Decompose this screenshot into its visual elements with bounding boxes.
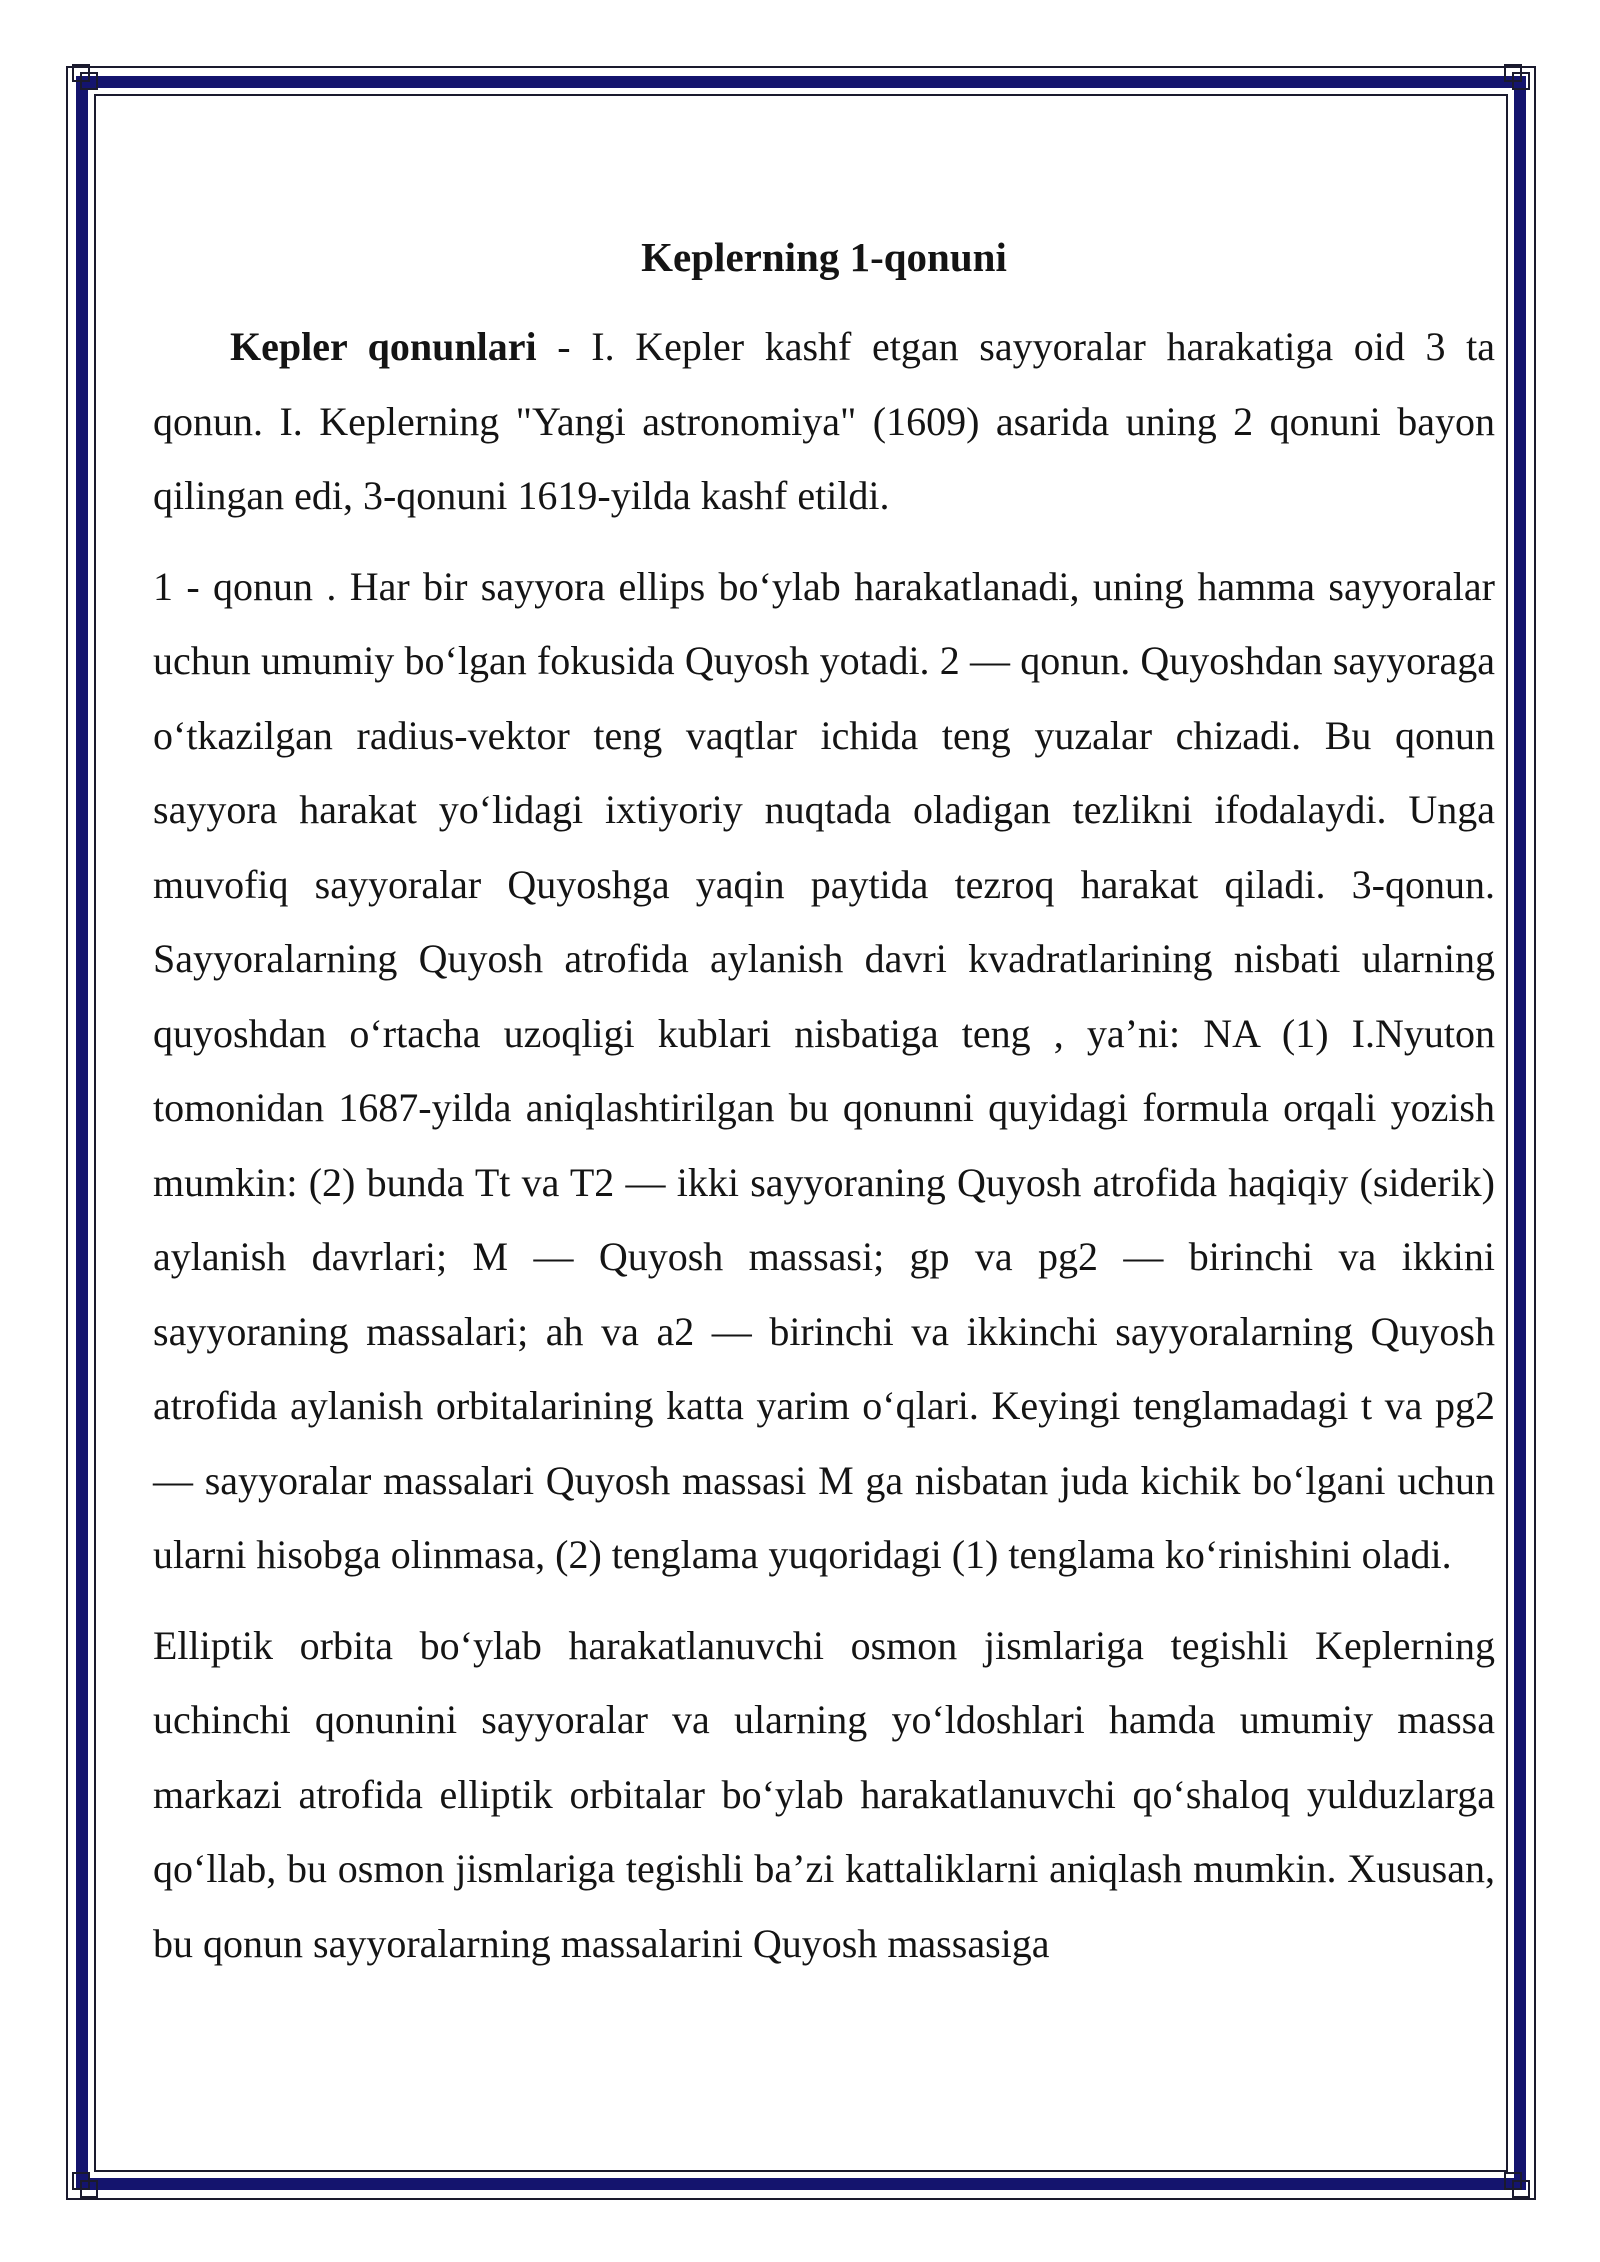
laws-paragraph: 1 - qonun . Har bir sayyora ellips bo‘ylab harakatlanadi, uning hamma sayyoralar uchun umumiy bo‘lgan fokusida Quyosh yotadi. 2 — qonun. Quyoshdan sayyoraga o‘tkazilgan radius-vektor teng vaqtlar ichida teng yuzalar chizadi. Bu qonun sayyora harakat yo‘lidagi ixtiyoriy nuqtada oladigan tezlikni ifodalaydi. Unga muvofiq sayyoralar Quyoshga yaqin paytida tezroq harakat qiladi. 3-qonun. Sayyoralarning Quyosh atrofida aylanish davri kvadratlarining nisbati ularning quyoshdan o‘rtacha uzoqligi kublari nisbatiga teng , ya’ni: NA (1) I.Nyuton tomonidan 1687-yilda aniqlashtirilgan bu qonunni quyidagi formula orqali yozish mumkin: (2) bunda Tt va T2 — ikki sayyoraning Quyosh atrofida haqiqiy (siderik) aylanish davrlari; M — Quyosh massasi; gp va pg2 — birinchi va ikkini sayyoraning massalari; ah va a2 — birinchi va ikkinchi sayyoralarning Quyosh atrofida aylanish orbitalarining katta yarim o‘qlari. Keyingi tenglamadagi t va pg2 — sayyoralar massalari Quyosh massasi M ga nisbatan juda kichik bo‘lgani uchun ularni hisobga olinmasa, (2) tenglama yuqoridagi (1) tenglama ko‘rinishini oladi. (153, 563, 1495, 1577)
corner-ornament-bottom-left (72, 2172, 98, 2198)
intro-term: Kepler qonunlari (230, 324, 537, 369)
third-law-application-paragraph: Elliptik orbita bo‘ylab harakatlanuvchi osmon jismlariga tegishli Keplerning uchinchi qonunini sayyoralar va ularning yo‘ldoshlari hamda umumiy massa markazi atrofida elliptik orbitalar bo‘ylab harakatlanuvchi qo‘shaloq yulduzlarga qo‘llab, bu osmon jismlariga tegishli ba’zi kattaliklarni aniqlash mumkin. Xususan, bu qonun sayyoralarning massalarini Quyosh massasiga (153, 1622, 1495, 1966)
intro-paragraph (153, 310, 1495, 534)
corner-ornament-top-left (72, 64, 98, 90)
document-body (153, 220, 1495, 1997)
intro-text: - I. Kepler kashf etgan sayyoralar harakatiga oid 3 ta qonun. I. Keplerning "Yangi astronomiya" (1609) asarida uning 2 qonuni bayon qilingan edi, 3-qonuni 1619-yilda kashf etildi. (153, 324, 1496, 518)
page-title: Keplerning 1-qonuni (641, 234, 1007, 280)
corner-ornament-bottom-right (1504, 2172, 1530, 2198)
corner-ornament-top-right (1504, 64, 1530, 90)
